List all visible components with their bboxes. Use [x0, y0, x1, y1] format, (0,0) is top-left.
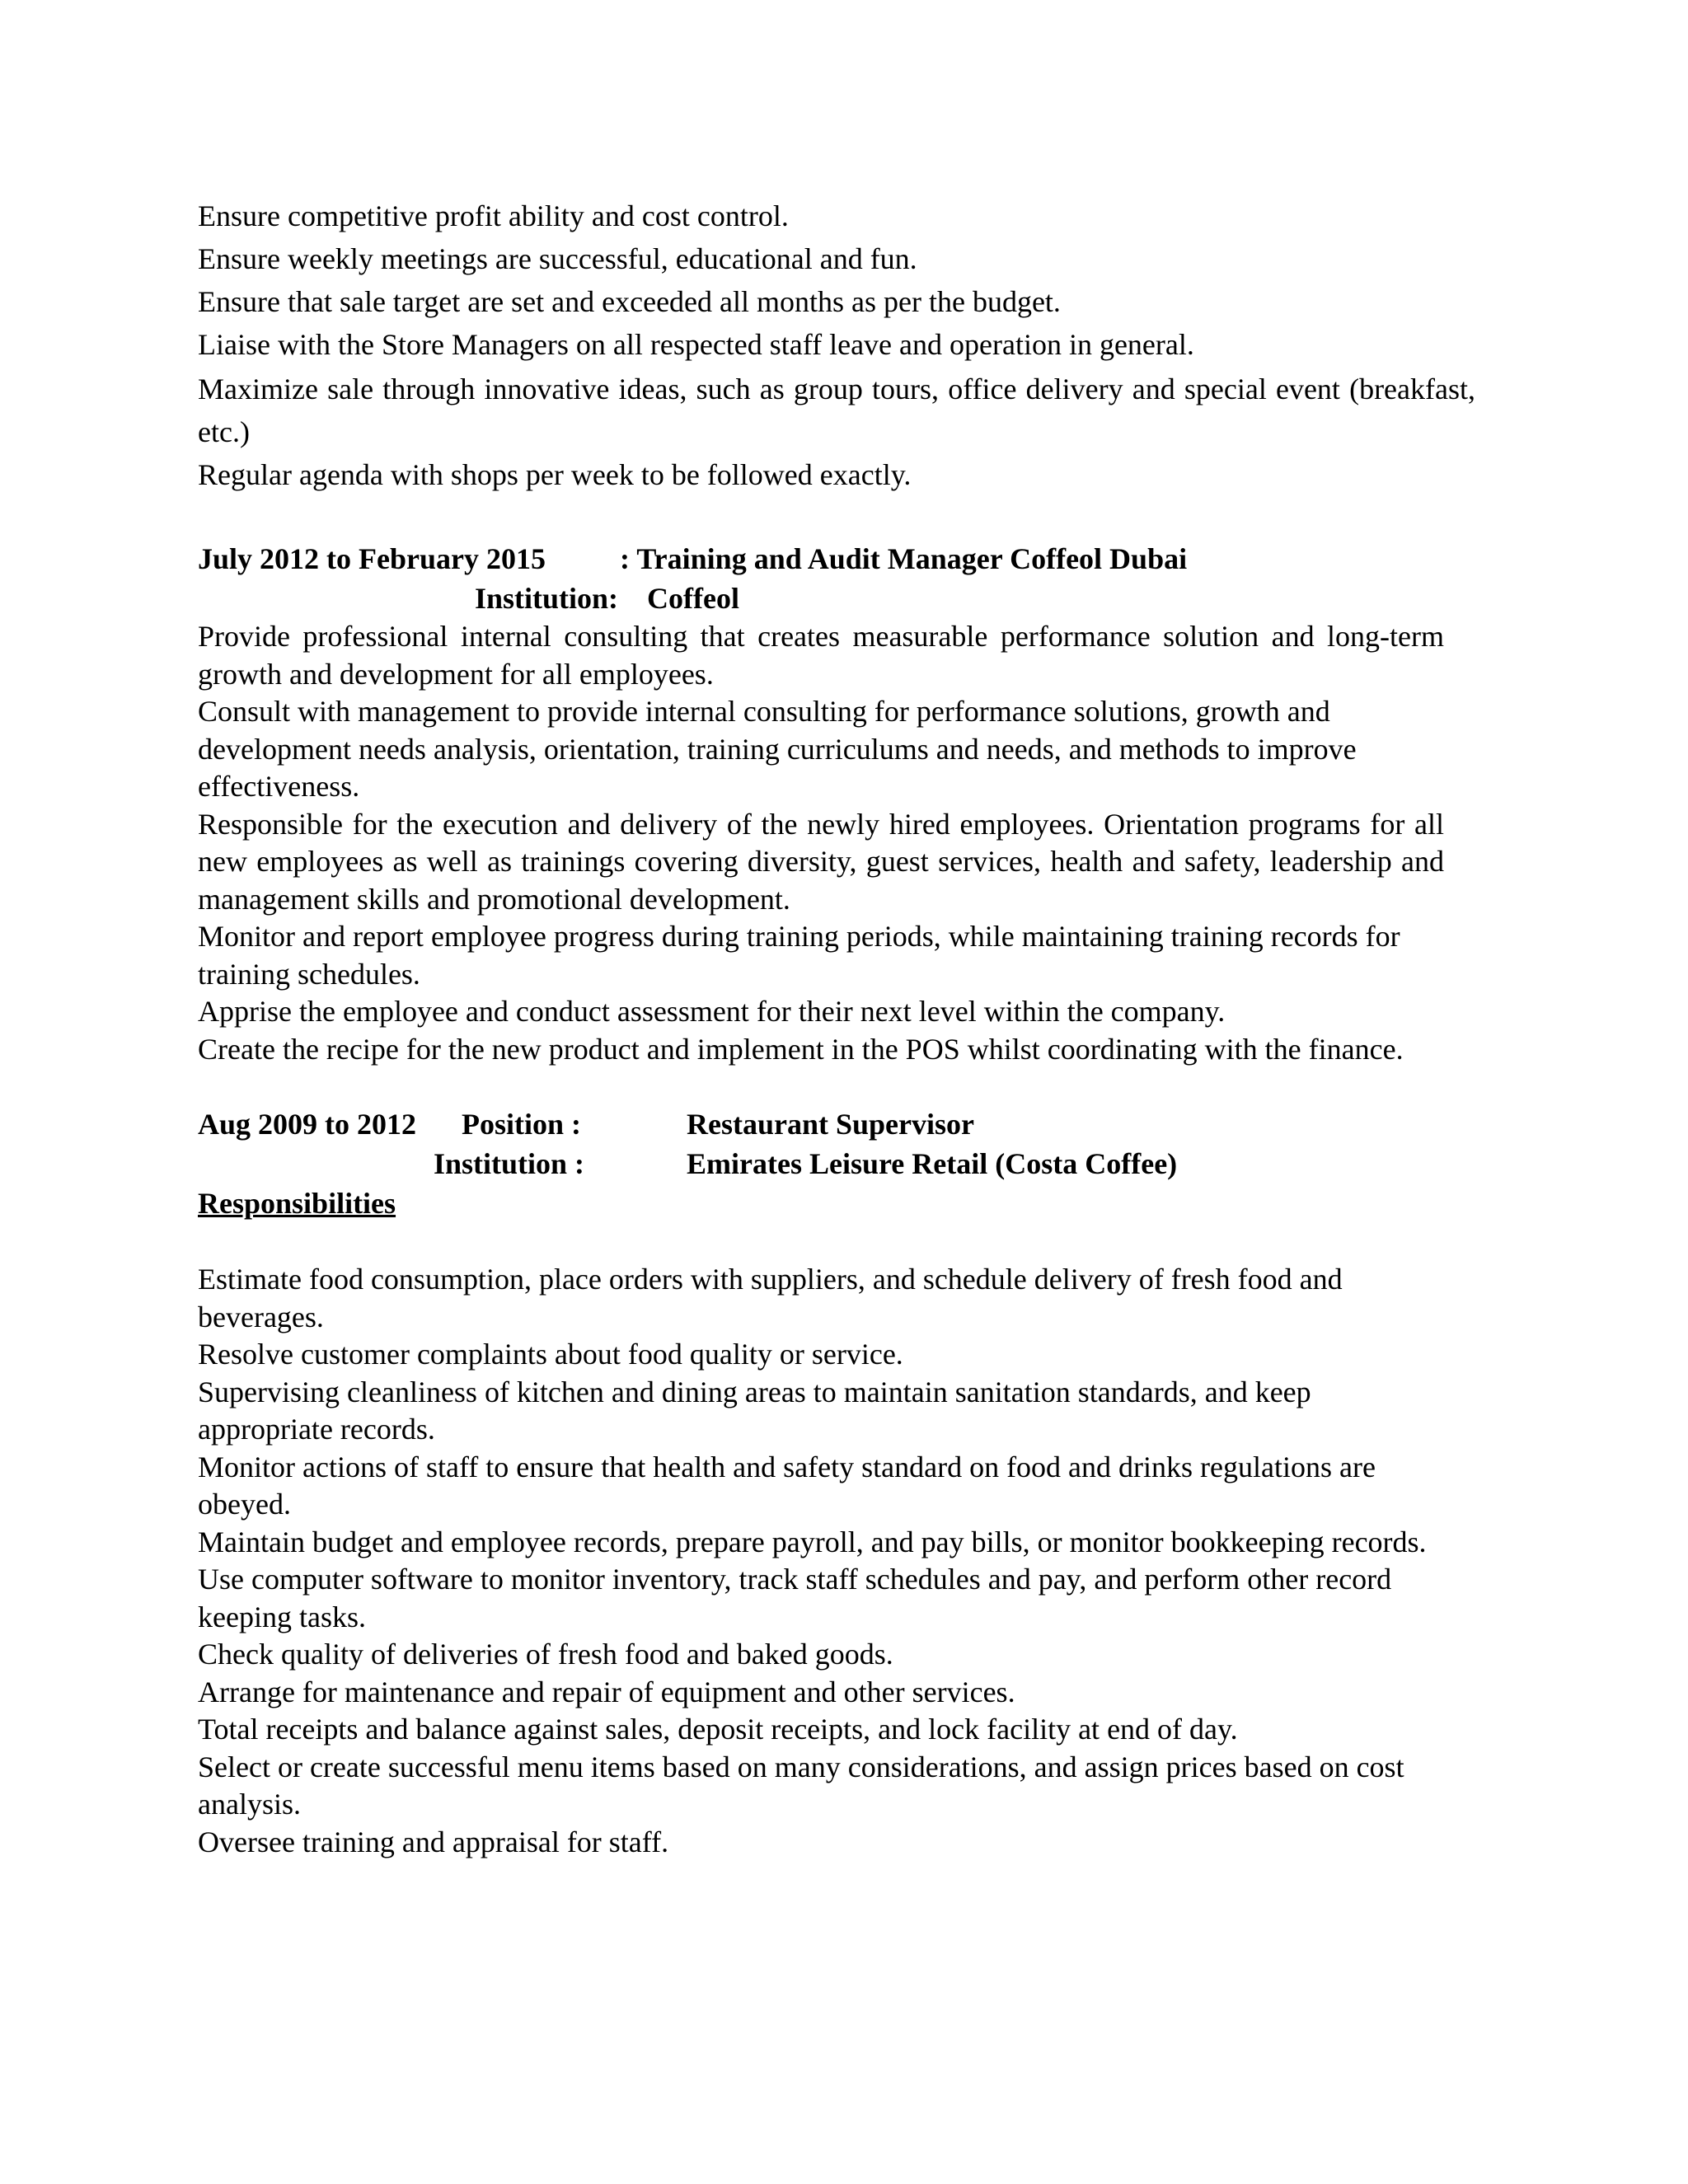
list-item: Total receipts and balance against sales, deposit receipts, and lock facility at end of day. [198, 1713, 1238, 1746]
job-institution-row [198, 1144, 1475, 1183]
list-item: Monitor and report employee progress during training periods, while maintaining training records for training schedules. [198, 920, 1400, 991]
job-institution-row [198, 579, 1475, 618]
job-duties [198, 618, 1444, 1068]
list-item: Estimate food consumption, place orders with suppliers, and schedule delivery of fresh food and beverages. [198, 1263, 1343, 1333]
job-title: : Training and Audit Manager Coffeol Dubai [620, 542, 1188, 575]
duties-list [198, 194, 1475, 496]
responsibilities-heading: Responsibilities [198, 1187, 396, 1220]
list-item: Ensure competitive profit ability and cost control. [198, 199, 789, 232]
list-item: Provide professional internal consulting that creates measurable performance solution and long-term growth and development for all employees. [198, 620, 1444, 691]
list-item: Regular agenda with shops per week to be followed exactly. [198, 458, 912, 491]
list-item: Responsible for the execution and delivery of the newly hired employees. Orientation programs for all new employees as well as trainings covering diversity, guest services, health and safety, leadership and management skills and promotional development. [198, 807, 1444, 916]
list-item: Oversee training and appraisal for staff. [198, 1825, 669, 1858]
position-label: Position : [462, 1108, 582, 1141]
job-training-audit-manager [198, 539, 1475, 1068]
list-item: Monitor actions of staff to ensure that health and safety standard on food and drinks regulations are obeyed. [198, 1450, 1376, 1521]
list-item: Resolve customer complaints about food quality or service. [198, 1338, 903, 1371]
institution-name: Coffeol [647, 582, 739, 615]
institution-name: Emirates Leisure Retail (Costa Coffee) [687, 1147, 1178, 1180]
job-header [198, 1104, 1475, 1144]
position-name: Restaurant Supervisor [687, 1108, 974, 1141]
list-item: Supervising cleanliness of kitchen and dining areas to maintain sanitation standards, and keep appropriate records. [198, 1375, 1311, 1446]
list-item: Maintain budget and employee records, prepare payroll, and pay bills, or monitor bookkeeping records. [198, 1525, 1427, 1558]
institution-label: Institution : [434, 1147, 585, 1180]
job-header [198, 539, 1475, 579]
list-item: Ensure weekly meetings are successful, educational and fun. [198, 242, 917, 275]
list-item: Liaise with the Store Managers on all respected staff leave and operation in general. [198, 328, 1194, 361]
list-item: Select or create successful menu items based on many considerations, and assign prices based on cost analysis. [198, 1750, 1404, 1821]
job-dates: Aug 2009 to 2012 [198, 1108, 417, 1141]
job-duties [198, 1261, 1475, 1861]
list-item: Consult with management to provide internal consulting for performance solutions, growth and development needs analysis, orientation, training curriculums and needs, and methods to improve effectiveness. [198, 695, 1357, 803]
list-item: Check quality of deliveries of fresh food and baked goods. [198, 1638, 893, 1671]
list-item: Maximize sale through innovative ideas, such as group tours, office delivery and special event (breakfast, etc.) [198, 373, 1475, 448]
institution-label: Institution: [475, 582, 619, 615]
responsibilities-heading-row [198, 1183, 1475, 1223]
list-item: Ensure that sale target are set and exceeded all months as per the budget. [198, 285, 1061, 318]
list-item: Arrange for maintenance and repair of equipment and other services. [198, 1675, 1015, 1708]
list-item: Create the recipe for the new product and implement in the POS whilst coordinating with the finance. [198, 1032, 1404, 1066]
job-dates: July 2012 to February 2015 [198, 542, 546, 575]
list-item: Apprise the employee and conduct assessment for their next level within the company. [198, 995, 1226, 1028]
job-restaurant-supervisor [198, 1104, 1475, 1861]
list-item: Use computer software to monitor inventory, track staff schedules and pay, and perform other record keeping tasks. [198, 1563, 1392, 1633]
resume-content [198, 194, 1475, 1861]
